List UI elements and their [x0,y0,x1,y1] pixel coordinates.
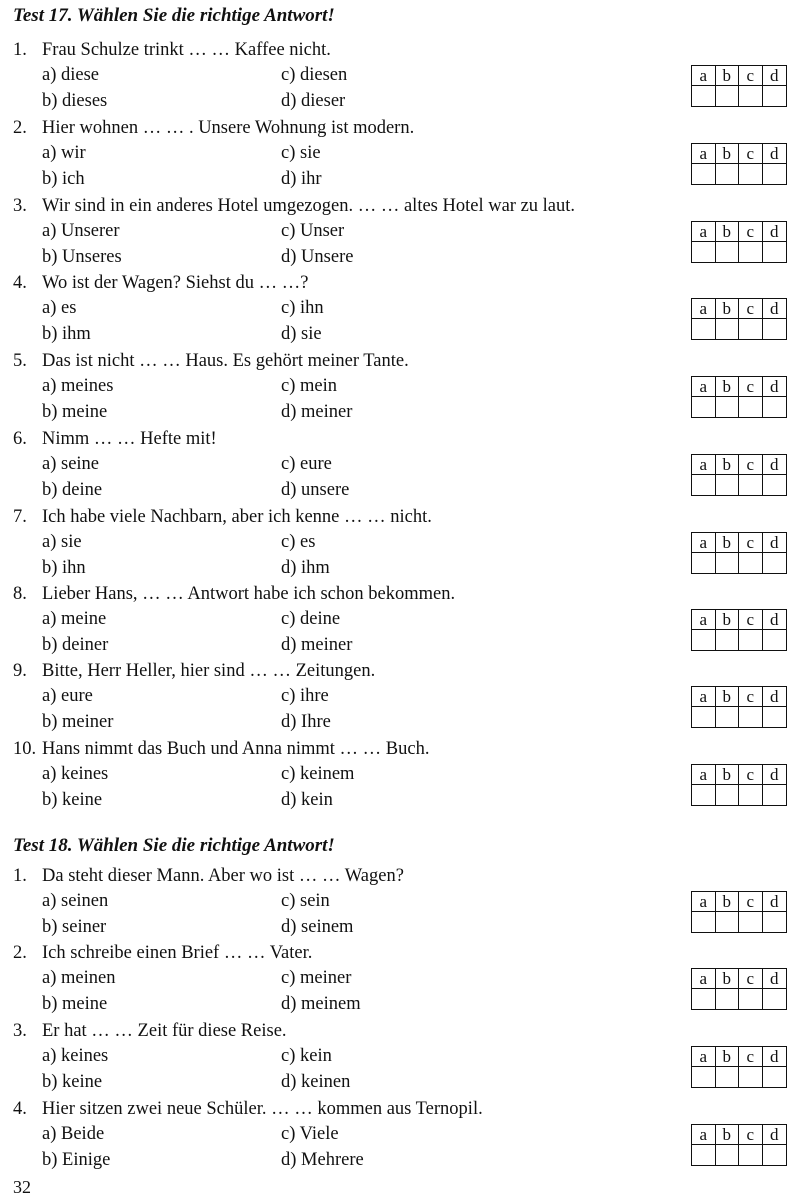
answer-letter: c [739,969,763,989]
answer-box[interactable] [763,86,787,106]
answer-box[interactable] [763,1145,787,1165]
answer-letter: b [716,377,740,397]
answer-letter: a [692,892,716,912]
answer-letter: b [716,66,740,86]
option-d: d) Mehrere [281,1150,364,1170]
answer-box[interactable] [692,553,716,573]
option-c: c) kein [281,1046,332,1066]
answer-box[interactable] [692,242,716,262]
answer-box[interactable] [716,1067,740,1087]
option-c: c) ihn [281,298,324,318]
answer-letter: a [692,765,716,785]
answer-grid [691,968,787,1010]
question-number: 2. [13,118,27,138]
option-a: a) Beide [42,1124,105,1144]
answer-letter: a [692,1047,716,1067]
answer-letter: c [739,222,763,242]
option-b: b) keine [42,790,103,810]
answer-box[interactable] [716,242,740,262]
option-c: c) Unser [281,221,345,241]
answer-letter: b [716,299,740,319]
question-line [13,659,375,683]
question-text: Hier sitzen zwei neue Schüler. … … kommen aus Ternopil. [42,1099,483,1119]
question-line [13,582,455,606]
question-number: 1. [13,40,27,60]
question [0,737,801,841]
option-a: a) eure [42,686,93,706]
answer-box[interactable] [739,1067,763,1087]
answer-letter: b [716,455,740,475]
answer-box[interactable] [692,630,716,650]
answer-letter: c [739,144,763,164]
option-d: d) kein [281,790,333,810]
answer-box[interactable] [763,630,787,650]
answer-letter: a [692,299,716,319]
option-c: c) Viele [281,1124,339,1144]
question-text: Ich habe viele Nachbarn, aber ich kenne … … nicht. [42,507,432,527]
answer-letter: d [763,377,787,397]
question-number: 5. [13,351,27,371]
option-a: a) keines [42,764,109,784]
option-b: b) deine [42,480,103,500]
option-b: b) dieses [42,91,108,111]
question-line [13,116,414,140]
answer-letter: a [692,687,716,707]
question-line [13,1019,287,1043]
question-number: 3. [13,196,27,216]
question-text: Er hat … … Zeit für diese Reise. [42,1021,287,1041]
answer-grid [691,609,787,651]
option-b: b) meiner [42,712,114,732]
answer-box[interactable] [739,397,763,417]
answer-letter: d [763,299,787,319]
answer-letter: d [763,66,787,86]
answer-grid [691,221,787,263]
question-line [13,941,312,965]
answer-grid [691,454,787,496]
question-line [13,271,308,295]
answer-box[interactable] [739,475,763,495]
answer-letter: c [739,66,763,86]
answer-box[interactable] [716,912,740,932]
question-line [13,864,404,888]
answer-box[interactable] [716,475,740,495]
option-b: b) seiner [42,917,107,937]
answer-box[interactable] [692,707,716,727]
question-text: Bitte, Herr Heller, hier sind … … Zeitungen. [42,661,376,681]
answer-box[interactable] [763,475,787,495]
answer-letter: b [716,533,740,553]
question-text: Da steht dieser Mann. Aber wo ist … … Wagen? [42,866,404,886]
question-text: Hier wohnen … … . Unsere Wohnung ist modern. [42,118,415,138]
option-d: d) seinem [281,917,354,937]
answer-box[interactable] [739,989,763,1009]
option-c: c) sie [281,143,321,163]
answer-letter: d [763,687,787,707]
answer-letter: a [692,533,716,553]
option-a: a) meine [42,609,107,629]
answer-letter: b [716,144,740,164]
answer-grid [691,1046,787,1088]
option-d: d) ihr [281,169,322,189]
question-number: 3. [13,1021,27,1041]
option-c: c) mein [281,376,337,396]
answer-letter: d [763,455,787,475]
option-d: d) meiner [281,402,353,422]
option-d: d) Unsere [281,247,354,267]
answer-letter: c [739,455,763,475]
answer-grid [691,143,787,185]
answer-box[interactable] [716,397,740,417]
option-b: b) meine [42,994,108,1014]
answer-box[interactable] [692,475,716,495]
option-d: d) meiner [281,635,353,655]
question-line [13,349,409,373]
question-line [13,194,575,218]
option-b: b) ihn [42,558,86,578]
question-text: Ich schreibe einen Brief … … Vater. [42,943,313,963]
answer-grid [691,532,787,574]
question-number: 9. [13,661,27,681]
option-b: b) keine [42,1072,103,1092]
option-a: a) seine [42,454,100,474]
answer-box[interactable] [692,989,716,1009]
answer-box[interactable] [739,1145,763,1165]
test-heading: Test 17. Wählen Sie die richtige Antwort! [13,5,335,26]
answer-box[interactable] [716,164,740,184]
answer-letter: c [739,892,763,912]
option-d: d) ihm [281,558,330,578]
option-c: c) diesen [281,65,348,85]
answer-letter: d [763,969,787,989]
option-d: d) meinem [281,994,361,1014]
question-text: Das ist nicht … … Haus. Es gehört meiner Tante. [42,351,409,371]
answer-box[interactable] [716,553,740,573]
option-a: a) sie [42,532,82,552]
question-text: Frau Schulze trinkt … … Kaffee nicht. [42,40,331,60]
answer-box[interactable] [739,912,763,932]
question-line [13,38,331,62]
answer-box[interactable] [763,319,787,339]
option-b: b) Einige [42,1150,111,1170]
option-d: d) dieser [281,91,346,111]
answer-letter: a [692,222,716,242]
option-b: b) ihm [42,324,91,344]
answer-letter: d [763,765,787,785]
answer-box[interactable] [763,989,787,1009]
question-number: 6. [13,429,27,449]
question-number: 8. [13,584,27,604]
answer-letter: b [716,1047,740,1067]
answer-box[interactable] [716,989,740,1009]
answer-box[interactable] [739,319,763,339]
question-text: Wir sind in ein anderes Hotel umgezogen. … … altes Hotel war zu laut. [42,196,576,216]
answer-box[interactable] [692,397,716,417]
question-number: 4. [13,1099,27,1119]
answer-letter: b [716,1125,740,1145]
answer-letter: a [692,455,716,475]
answer-letter: a [692,144,716,164]
answer-letter: c [739,765,763,785]
answer-grid [691,376,787,418]
option-c: c) meiner [281,968,352,988]
answer-letter: a [692,66,716,86]
option-d: d) keinen [281,1072,351,1092]
question-line [13,505,432,529]
question [0,1097,801,1201]
answer-box[interactable] [763,164,787,184]
answer-box[interactable] [692,319,716,339]
option-a: a) meines [42,376,114,396]
answer-box[interactable] [739,164,763,184]
question-line [13,1097,483,1121]
answer-box[interactable] [763,553,787,573]
answer-letter: a [692,1125,716,1145]
answer-letter: b [716,687,740,707]
option-c: c) es [281,532,316,552]
option-b: b) deiner [42,635,109,655]
option-b: b) meine [42,402,108,422]
answer-letter: b [716,765,740,785]
answer-box[interactable] [739,553,763,573]
answer-box[interactable] [716,630,740,650]
option-c: c) keinem [281,764,355,784]
answer-letter: b [716,969,740,989]
question-text: Wo ist der Wagen? Siehst du … …? [42,273,309,293]
option-d: d) sie [281,324,322,344]
answer-grid [691,1124,787,1166]
answer-box[interactable] [692,86,716,106]
question-number: 4. [13,273,27,293]
answer-grid [691,686,787,728]
question-number: 10. [13,739,37,759]
answer-box[interactable] [692,1145,716,1165]
option-a: a) seinen [42,891,109,911]
question-text: Lieber Hans, … … Antwort habe ich schon bekommen. [42,584,456,604]
answer-box[interactable] [763,397,787,417]
option-c: c) deine [281,609,341,629]
answer-letter: c [739,1125,763,1145]
option-a: a) wir [42,143,86,163]
option-a: a) keines [42,1046,109,1066]
answer-box[interactable] [716,319,740,339]
answer-box[interactable] [763,707,787,727]
option-d: d) Ihre [281,712,331,732]
option-d: d) unsere [281,480,350,500]
answer-letter: b [716,892,740,912]
answer-grid [691,65,787,107]
answer-grid [691,298,787,340]
answer-box[interactable] [716,707,740,727]
answer-box[interactable] [716,86,740,106]
answer-letter: d [763,892,787,912]
answer-box[interactable] [763,242,787,262]
option-a: a) Unserer [42,221,120,241]
answer-letter: d [763,222,787,242]
question-line [13,427,217,451]
option-c: c) sein [281,891,330,911]
question-text: Nimm … … Hefte mit! [42,429,217,449]
answer-box[interactable] [763,785,787,805]
answer-letter: d [763,144,787,164]
answer-box[interactable] [739,242,763,262]
answer-box[interactable] [739,86,763,106]
answer-box[interactable] [763,1067,787,1087]
question-number: 7. [13,507,27,527]
answer-letter: d [763,533,787,553]
answer-letter: a [692,610,716,630]
answer-box[interactable] [716,785,740,805]
answer-letter: d [763,610,787,630]
answer-box[interactable] [739,785,763,805]
answer-grid [691,764,787,806]
answer-letter: b [716,610,740,630]
option-a: a) diese [42,65,100,85]
answer-grid [691,891,787,933]
option-c: c) eure [281,454,332,474]
answer-letter: c [739,377,763,397]
answer-box[interactable] [692,912,716,932]
option-c: c) ihre [281,686,329,706]
option-a: a) es [42,298,77,318]
answer-letter: c [739,1047,763,1067]
question-number: 2. [13,943,27,963]
answer-box[interactable] [763,912,787,932]
answer-box[interactable] [692,164,716,184]
answer-letter: b [716,222,740,242]
answer-box[interactable] [692,1067,716,1087]
answer-letter: c [739,533,763,553]
answer-box[interactable] [739,707,763,727]
answer-letter: d [763,1125,787,1145]
question-text: Hans nimmt das Buch und Anna nimmt … … Buch. [42,739,430,759]
page-number: 32 [13,1177,31,1197]
question-number: 1. [13,866,27,886]
answer-box[interactable] [692,785,716,805]
answer-letter: a [692,969,716,989]
answer-letter: a [692,377,716,397]
answer-box[interactable] [716,1145,740,1165]
option-a: a) meinen [42,968,116,988]
answer-letter: d [763,1047,787,1067]
answer-letter: c [739,610,763,630]
answer-letter: c [739,687,763,707]
answer-box[interactable] [739,630,763,650]
answer-letter: c [739,299,763,319]
option-b: b) Unseres [42,247,122,267]
option-b: b) ich [42,169,85,189]
question-line [13,737,429,761]
test-heading: Test 18. Wählen Sie die richtige Antwort! [13,835,335,856]
